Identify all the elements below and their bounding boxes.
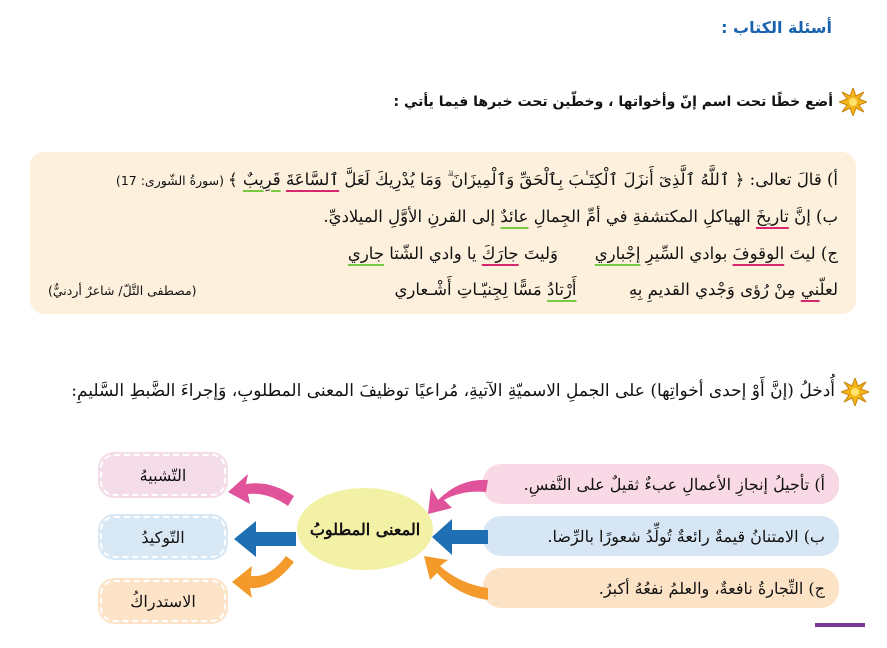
item-c-name-2: جارَكَ bbox=[481, 244, 519, 263]
question-1-instruction: أضع خطًا تحت اسم إنّ وأخواتها ، وخطّين تحت خبرها فيما يأتي : bbox=[393, 94, 833, 110]
arrow-right-pink bbox=[428, 480, 488, 514]
arrow-right-orange bbox=[424, 556, 488, 600]
section-title: أسئلة الكتاب : bbox=[721, 18, 832, 37]
arrow-left-orange bbox=[232, 556, 294, 598]
item-a-text: أ) قالَ تعالى: ﴿ ٱللَّهُ ٱلَّذِىٓ أَنزَلَ ٱلْكِتَـٰبَ بِٱلْحَقِّ وَٱلْمِيزَانَ ۗ وَمَا يُدْرِيكَ لَعَلَّ bbox=[339, 170, 838, 189]
item-d-text-3: مَسًّا لِجِنيّـاتِ أَشْـعاري bbox=[394, 280, 547, 299]
arrow-right-blue bbox=[432, 519, 488, 555]
arrow-left-blue bbox=[234, 521, 296, 557]
arrow-left-pink bbox=[228, 474, 294, 506]
meaning-rectification: الاستدراكُ bbox=[100, 580, 226, 622]
item-b-text-2: الهياكلِ المكتشفةِ في أمِّ الجِمالِ bbox=[528, 207, 756, 226]
meaning-simile: التّشبيهُ bbox=[100, 454, 226, 496]
item-c-khabar-2: جاري bbox=[347, 244, 385, 263]
item-c-text-4: يا وادي الشّتا bbox=[384, 244, 482, 263]
meaning-emphasis: التّوكيدُ bbox=[100, 516, 226, 558]
required-meaning-oval: المعنى المطلوبُ bbox=[297, 488, 433, 570]
item-b-text-3: إلى القرنِ الأوَّلِ الميلاديِّ. bbox=[323, 207, 501, 226]
item-c-text-1: ج) ليتَ bbox=[784, 244, 838, 263]
item-c-khabar-1: إجْباري bbox=[594, 244, 641, 263]
item-b-khabar: عائدٌ bbox=[500, 207, 529, 226]
item-b-name: تاريخَ bbox=[755, 207, 789, 226]
item-d-text-1: لعلّ bbox=[819, 280, 838, 299]
item-c-text-3: وَليتَ bbox=[518, 244, 595, 263]
item-c-name-1: الوقوفَ bbox=[732, 244, 785, 263]
item-d-khabar: أَرْتادُ bbox=[546, 280, 577, 299]
sentence-a: أ) تأجيلُ إنجازِ الأعمالِ عبءٌ ثقيلٌ على النَّفسِ. bbox=[483, 464, 839, 504]
item-a-name: ٱلسَّاعَةَ bbox=[285, 170, 340, 189]
item-d-reference: (مصطفى التَّلّ/ شاعرٌ أردنيٌّ) bbox=[48, 283, 197, 298]
item-a-khabar: قَرِيبٌ bbox=[242, 170, 281, 189]
item-b-text-1: ب) إنَّ bbox=[788, 207, 838, 226]
item-d-name: ني bbox=[800, 280, 820, 299]
item-c-text-2: بوادي السِّيرِ bbox=[640, 244, 733, 263]
item-a-reference: (سورةُ الشّورى: 17) bbox=[115, 173, 228, 188]
decorative-bar bbox=[815, 623, 865, 627]
item-d-text-2: مِنْ رُؤى وَجْدي القديمِ بِهِ bbox=[576, 280, 801, 299]
sentence-c: ج) التِّجارةُ نافعةٌ، والعلمُ نفعُهُ أكبرُ. bbox=[483, 568, 839, 608]
item-a-close: ﴾ bbox=[227, 170, 243, 189]
sentence-b: ب) الامتنانُ قيمةٌ رائعةٌ تُولِّدُ شعورًا بالرِّضا. bbox=[483, 516, 839, 556]
question-2-instruction: أُدخلُ (إنَّ أَوْ إحدى أخواتِها) على الجملِ الاسميّةِ الآتيةِ، مُراعيًا توظيفَ المعنى المطلوبِ، وَإجراءَ الضَّبطِ السَّليمِ: bbox=[71, 381, 835, 401]
